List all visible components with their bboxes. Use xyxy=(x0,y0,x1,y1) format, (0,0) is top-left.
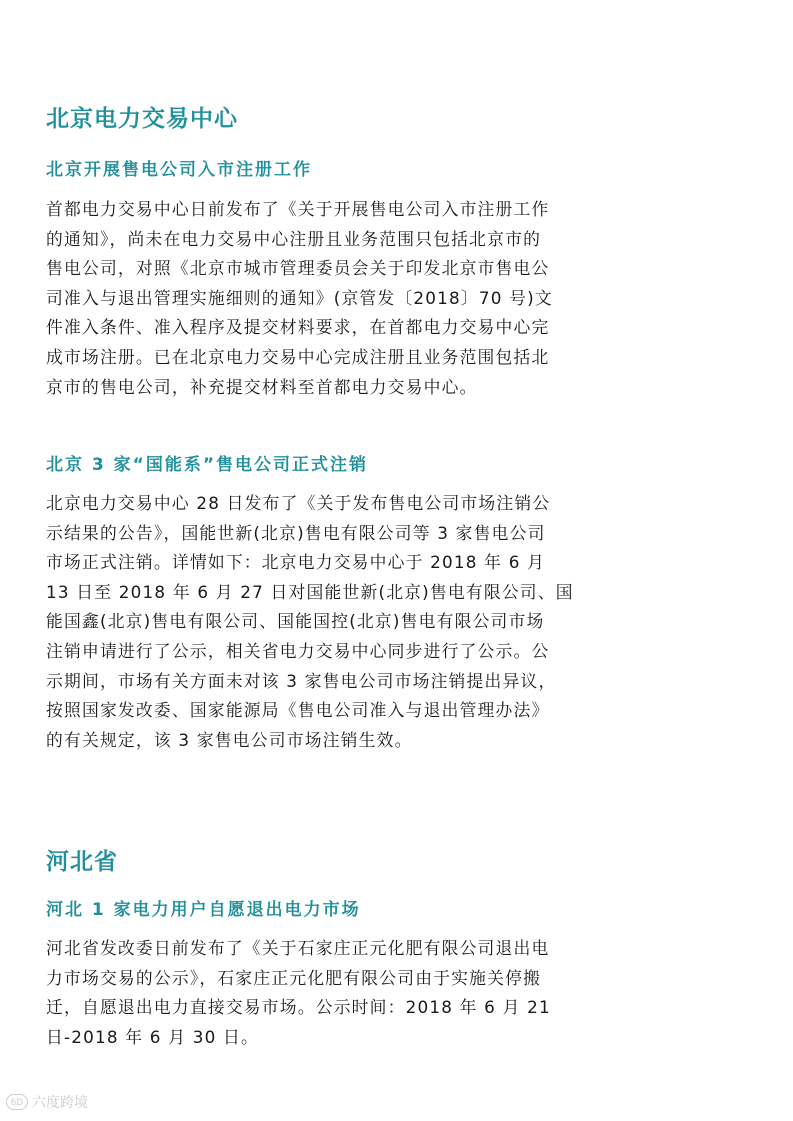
text-line: 成市场注册。已在北京电力交易中心完成注册且业务范围包括北 xyxy=(46,346,550,367)
text-line: 按照国家发改委、国家能源局《售电公司准入与退出管理办法》 xyxy=(46,700,550,721)
section-heading: 北京电力交易中心 xyxy=(46,106,238,132)
text-line: 售电公司，对照《北京市城市管理委员会关于印发北京市售电公 xyxy=(46,258,550,279)
text-line: 件准入条件、准入程序及提交材料要求，在首都电力交易中心完 xyxy=(46,317,550,338)
text-line: 注销申请进行了公示，相关省电力交易中心同步进行了公示。公 xyxy=(46,640,550,661)
article-body xyxy=(46,195,646,402)
article-beijing-registration xyxy=(46,158,646,182)
text-line: 河北省发改委日前发布了《关于石家庄正元化肥有限公司退出电 xyxy=(46,938,550,958)
article-hebei-exit xyxy=(46,898,646,922)
article-body xyxy=(46,489,646,755)
watermark-text: 六度跨境 xyxy=(32,1095,88,1111)
article-paragraph xyxy=(46,489,646,755)
article-paragraph xyxy=(46,195,646,402)
watermark-logo-icon: 6D xyxy=(6,1094,28,1110)
watermark xyxy=(6,1092,88,1112)
article-beijing-cancellation xyxy=(46,453,646,477)
article-body xyxy=(46,934,646,1052)
text-line: 13 日至 2018 年 6 月 27 日对国能世新(北京)售电有限公司、国 xyxy=(46,581,574,602)
section-hebei xyxy=(46,847,646,877)
text-line: 首都电力交易中心日前发布了《关于开展售电公司入市注册工作 xyxy=(46,199,550,219)
text-line: 力市场交易的公示》，石家庄正元化肥有限公司由于实施关停搬 xyxy=(46,967,542,988)
text-line: 的有关规定，该 3 家售电公司市场注销生效。 xyxy=(46,729,413,750)
text-line: 能国鑫(北京)售电有限公司、国能国控(北京)售电有限公司市场 xyxy=(46,611,545,632)
article-paragraph xyxy=(46,934,646,1052)
section-heading: 河北省 xyxy=(46,849,118,875)
section-beijing xyxy=(46,104,646,134)
text-line: 示结果的公告》，国能世新(北京)售电有限公司等 3 家售电公司 xyxy=(46,522,546,543)
article-title: 河北 1 家电力用户自愿退出电力市场 xyxy=(46,900,361,920)
article-title: 北京开展售电公司入市注册工作 xyxy=(46,160,312,180)
text-line: 市场正式注销。详情如下：北京电力交易中心于 2018 年 6 月 xyxy=(46,552,546,573)
text-line: 京市的售电公司，补充提交材料至首都电力交易中心。 xyxy=(46,376,478,397)
article-title: 北京 3 家“国能系”售电公司正式注销 xyxy=(46,455,369,475)
text-line: 北京电力交易中心 28 日发布了《关于发布售电公司市场注销公 xyxy=(46,493,551,513)
text-line: 示期间，市场有关方面未对该 3 家售电公司市场注销提出异议， xyxy=(46,670,557,691)
text-line: 日-2018 年 6 月 30 日。 xyxy=(46,1026,259,1047)
text-line: 的通知》，尚未在电力交易中心注册且业务范围只包括北京市的 xyxy=(46,228,542,249)
text-line: 迁，自愿退出电力直接交易市场。公示时间：2018 年 6 月 21 xyxy=(46,997,551,1018)
text-line: 司准入与退出管理实施细则的通知》(京管发〔2018〕70 号)文 xyxy=(46,287,553,308)
